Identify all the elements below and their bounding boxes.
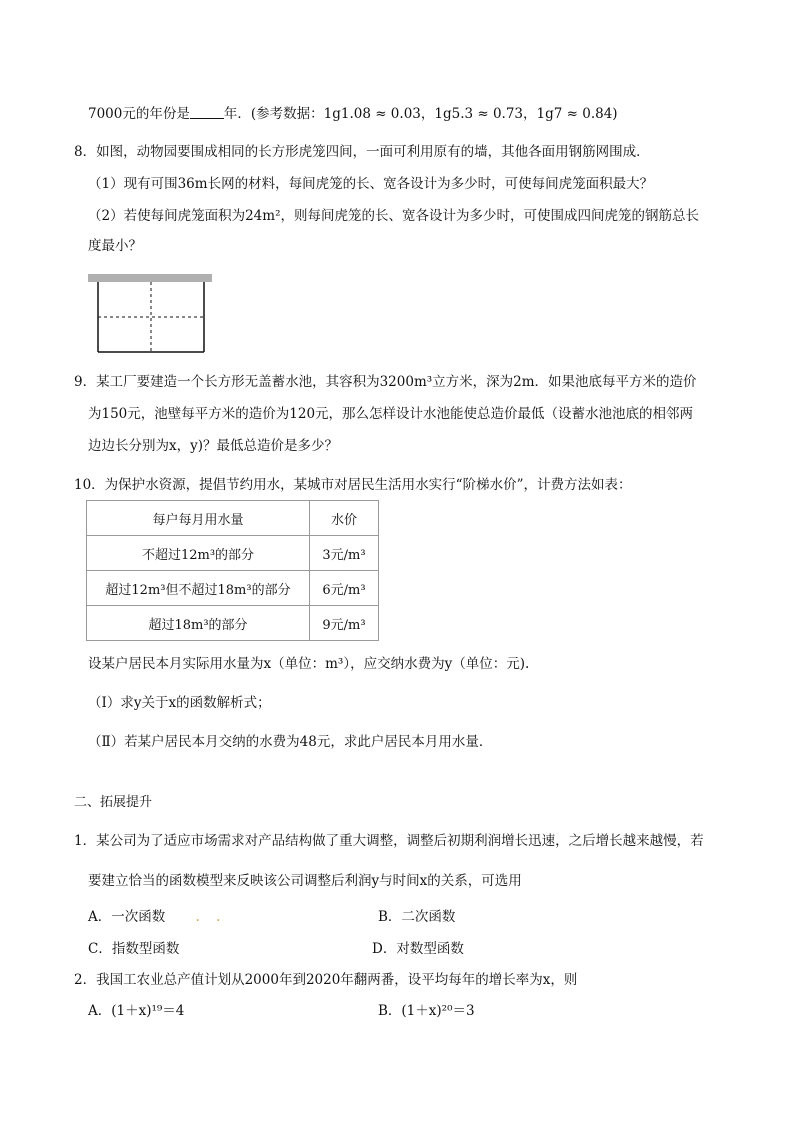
header-usage: 每户每月用水量: [87, 501, 310, 536]
q8-part2-cont: 度最小？: [88, 238, 142, 254]
s2q1-line2: 要建立恰当的函数模型来反映该公司调整后利润y与时间x的关系，可选用: [88, 873, 522, 889]
q10-part2: （Ⅱ）若某户居民本月交纳的水费为48元，求此户居民本月用水量．: [88, 734, 493, 750]
s2q1-line1: 1．某公司为了适应市场需求对产品结构做了重大调整，调整后初期利润增长迅速，之后增长越来越慢，若: [74, 833, 704, 849]
q10-setup: 设某户居民本月实际用水量为x（单位：m³），应交纳水费为y（单位：元).: [88, 656, 530, 672]
s2q2-stem: 2．我国工农业总产值计划从2000年到2020年翻两番，设平均每年的增长率为x，则: [74, 972, 578, 988]
table-row: [87, 571, 379, 606]
price-cell: 6元/m³: [310, 571, 379, 606]
stray-dots: . .: [195, 909, 227, 925]
q9-line2: 为150元，池壁每平方米的造价为120元，那么怎样设计水池能使总造价最低（设蓄水池池底的相邻两: [88, 406, 694, 422]
q10-stem: 10．为保护水资源，提倡节约用水，某城市对居民生活用水实行“阶梯水价”，计费方法如表：: [74, 477, 632, 493]
q8-part2: （2）若使每间虎笼面积为24m²，则每间虎笼的长、宽各设计为多少时，可使围成四间虎笼的钢筋总长: [88, 208, 699, 224]
q8-part1: （1）现有可围36m长网的材料，每间虎笼的长、宽各设计为多少时，可使每间虎笼面积最大？: [88, 176, 654, 192]
water-price-table: [86, 500, 379, 641]
s2q2-option-b: B．(1＋x)²⁰＝3: [378, 1003, 475, 1019]
q9-line1: 9．某工厂要建造一个长方形无盖蓄水池，其容积为3200m³立方米，深为2m．如果池底每平方米的造价: [74, 374, 697, 390]
table-row: [87, 536, 379, 571]
q9-line3: 边边长分别为x，y)？最低总造价是多少？: [88, 438, 339, 454]
section-title: 二、拓展提升: [74, 795, 153, 810]
q7-tail-line: [88, 104, 618, 124]
usage-cell: 超过12m³但不超过18m³的部分: [87, 571, 310, 606]
q7-prefix: 7000元的年份是: [88, 106, 190, 122]
usage-cell: 不超过12m³的部分: [87, 536, 310, 571]
price-cell: 3元/m³: [310, 536, 379, 571]
s2q2-option-a: A．(1＋x)¹⁹＝4: [88, 1003, 185, 1019]
header-price: 水价: [310, 501, 379, 536]
s2q1-option-c: C．指数型函数: [88, 941, 180, 957]
q7-suffix: 年．(参考数据：1g1.08 ≈ 0.03，1g5.3 ≈ 0.73，1g7 ≈ 0.84): [223, 106, 618, 122]
tiger-cage-figure: [88, 271, 214, 357]
q10-part1: （Ⅰ）求y关于x的函数解析式；: [88, 695, 271, 711]
option-a-text: A．一次函数: [88, 909, 166, 925]
answer-blank: [190, 104, 224, 119]
table-row: [87, 606, 379, 641]
q8-stem: 8．如图，动物园要围成相同的长方形虎笼四间，一面可利用原有的墙，其他各面用钢筋网围成．: [74, 144, 650, 160]
table-header-row: [87, 501, 379, 536]
price-cell: 9元/m³: [310, 606, 379, 641]
usage-cell: 超过18m³的部分: [87, 606, 310, 641]
s2q1-option-b: B．二次函数: [378, 909, 456, 925]
wall-bar: [88, 274, 212, 282]
s2q1-option-d: D．对数型函数: [372, 941, 464, 957]
s2q1-option-a: [88, 907, 226, 927]
